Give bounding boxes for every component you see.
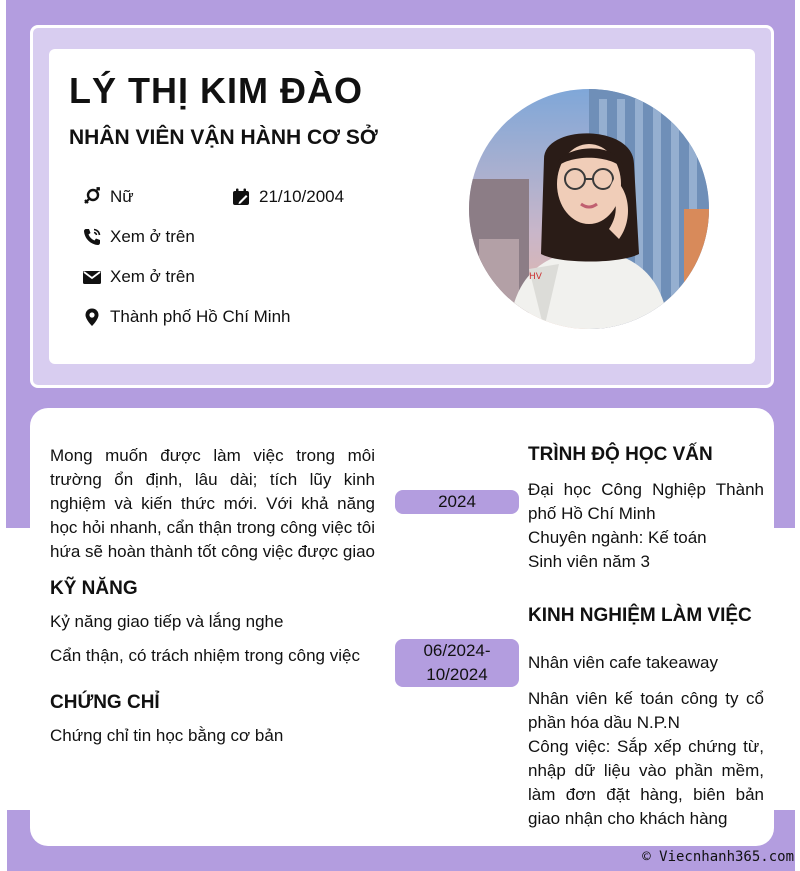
- education-major: Chuyên ngành: Kế toán: [528, 528, 707, 547]
- birthday-value: 21/10/2004: [259, 187, 345, 206]
- phone-icon: [82, 227, 102, 247]
- certificates-title: CHỨNG CHỈ: [50, 692, 160, 713]
- education-date-badge: 2024: [395, 490, 519, 514]
- birthday-info: [231, 187, 344, 207]
- experience-job: Nhân viên cafe takeaway: [528, 653, 718, 672]
- experience-duties: Công việc: Sắp xếp chứng từ, nhập dữ liệu vào phần mềm, làm đơn đặt hàng, biên bản giao nhận cho khách hàng: [528, 737, 764, 828]
- address-info: [82, 307, 291, 327]
- svg-text:HV: HV: [529, 272, 542, 282]
- experience-date-start: 06/2024-: [423, 641, 491, 660]
- phone-value: Xem ở trên: [110, 227, 195, 246]
- education-title: TRÌNH ĐỘ HỌC VẤN: [528, 444, 713, 465]
- gender-info: [82, 187, 134, 207]
- gender-value: Nữ: [110, 187, 134, 206]
- profile-photo: [469, 89, 709, 329]
- calendar-icon: [231, 187, 251, 207]
- email-value: Xem ở trên: [110, 267, 195, 286]
- address-value: Thành phố Hồ Chí Minh: [110, 307, 291, 326]
- skill-item: Kỷ năng giao tiếp và lắng nghe: [50, 612, 284, 631]
- experience-date-end: 10/2024: [426, 665, 488, 684]
- skill-item: Cẩn thận, có trách nhiệm trong công việc: [50, 646, 360, 665]
- email-info: [82, 267, 195, 287]
- location-pin-icon: [82, 307, 102, 327]
- skills-title: KỸ NĂNG: [50, 578, 138, 599]
- education-note: Sinh viên năm 3: [528, 552, 650, 571]
- gender-icon: [82, 187, 102, 207]
- candidate-name: LÝ THỊ KIM ĐÀO: [69, 70, 363, 111]
- job-position: NHÂN VIÊN VẬN HÀNH CƠ SỞ: [69, 126, 378, 149]
- mail-icon: [82, 267, 102, 287]
- experience-job: Nhân viên kế toán công ty cổ phần hóa dầu N.P.N: [528, 689, 764, 732]
- education-school: Đại học Công Nghiệp Thành phố Hồ Chí Minh: [528, 480, 764, 523]
- experience-title: KINH NGHIỆM LÀM VIỆC: [528, 605, 752, 626]
- experience-date-badge: [395, 639, 519, 687]
- certificate-item: Chứng chỉ tin học bằng cơ bản: [50, 726, 284, 745]
- career-objective: Mong muốn được làm việc trong môi trường ổn định, lâu dài; tích lũy kinh nghiệm và kiến thức mới. Với khả năng học hỏi nhanh, cẩn thận trong công việc tôi hứa sẽ hoàn thành tốt công việc được giao: [50, 446, 376, 561]
- phone-info: [82, 227, 195, 247]
- footer-copyright: © Viecnhanh365.com: [642, 849, 794, 865]
